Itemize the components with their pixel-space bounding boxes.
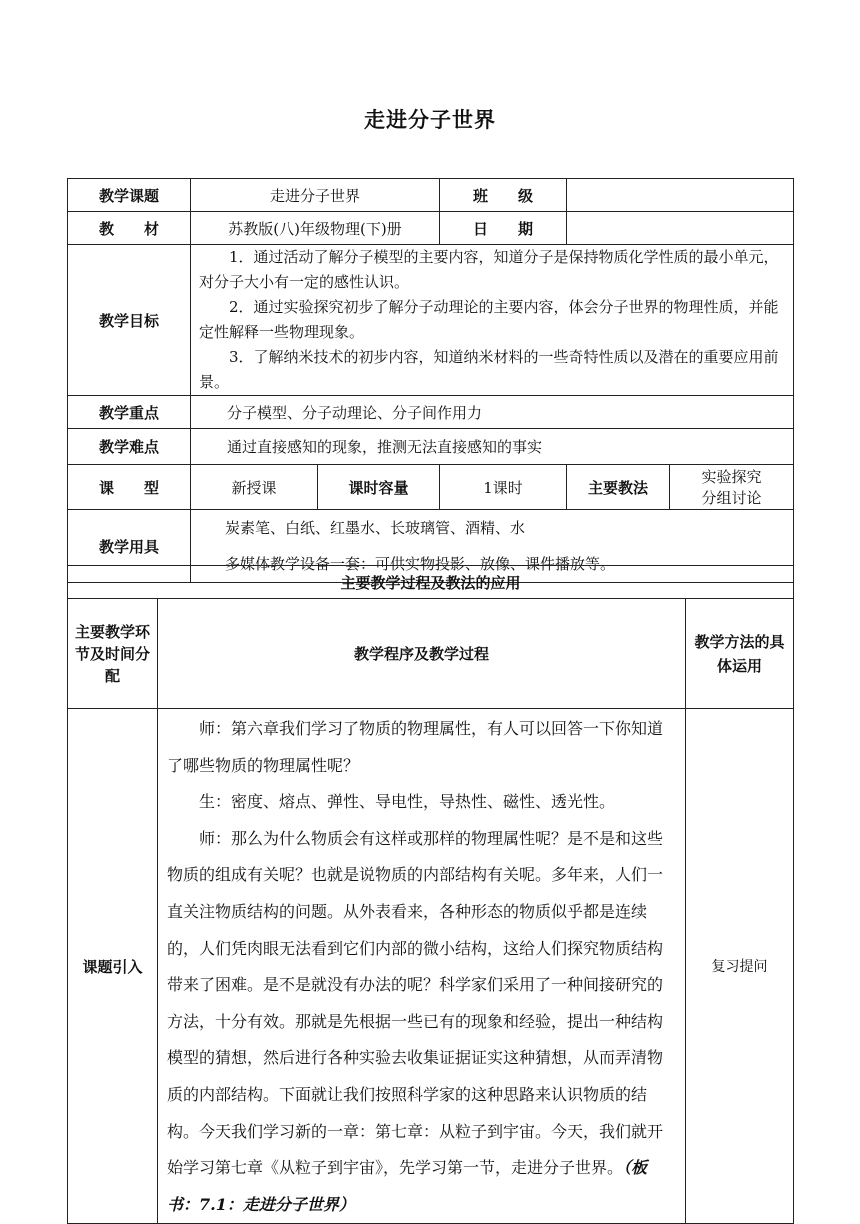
dialogue-paragraph: 生：密度、熔点、弹性、导电性，导热性、磁性、透光性。: [199, 792, 616, 812]
page-title: 走进分子世界: [364, 107, 496, 132]
class-label: 班 级: [440, 179, 567, 212]
method-label: 主要教法: [567, 465, 670, 510]
goals-label: 教学目标: [68, 245, 191, 396]
column-stage: 主要教学环节及时间分配: [68, 599, 158, 709]
class-value: [567, 179, 794, 212]
goals-content: [191, 245, 794, 396]
goal-item: 3．了解纳米技术的初步内容，知道纳米材料的一些奇特性质以及潜在的重要应用前景。: [199, 348, 779, 391]
goal-item: 1．通过活动了解分子模型的主要内容，知道分子是保持物质化学性质的最小单元，对分子大小有一定的感性认识。: [199, 248, 779, 291]
key-label: 教学重点: [68, 396, 191, 429]
difficulty-label: 教学难点: [68, 429, 191, 465]
section-method: 复习提问: [686, 709, 794, 1224]
goal-item: 2．通过实验探究初步了解分子动理论的主要内容，体会分子世界的物理性质，并能定性解释一些物理现象。: [199, 298, 779, 341]
material-label: 教 材: [68, 212, 191, 245]
date-value: [567, 212, 794, 245]
board-note: （板书：7.1：走进分子世界）: [167, 1158, 648, 1214]
type-value: 新授课: [191, 465, 318, 510]
section-content: [158, 709, 686, 1224]
tools-line: 多媒体教学设备一套：可供实物投影、放像、课件播放等。: [225, 555, 616, 573]
hours-label: 课时容量: [318, 465, 440, 510]
tools-label: 教学用具: [68, 510, 191, 583]
key-value: 分子模型、分子动理论、分子间作用力: [191, 396, 794, 429]
process-header: 主要教学过程及教法的应用: [68, 566, 794, 599]
topic-value: 走进分子世界: [191, 179, 440, 212]
topic-label: 教学课题: [68, 179, 191, 212]
material-value: 苏教版(八)年级物理(下)册: [191, 212, 440, 245]
method-value: [670, 465, 794, 510]
dialogue-text: 师：那么为什么物质会有这样或那样的物理属性呢？是不是和这些物质的组成有关呢？也就是说物质的内部结构有关呢。多年来，人们一直关注物质结构的问题。从外表看来，各种形态的物质似乎都是连续的，人们凭肉眼无法看到它们内部的微小结构，这给人们探究物质结构带来了困难。是不是就没有办法的呢？科学家们采用了一种间接研究的方法，十分有效。那就是先根据一些已有的现象和经验，提出一种结构模型的猜想，然后进行各种实验去收集证据证实这种猜想，从而弄清物质的内部结构。下面就让我们按照科学家的这种思路来认识物质的结构。今天我们学习新的一章：第七章：从粒子到宇宙。今天，我们就开始学习第七章《从粒子到宇宙》，先学习第一节，走进分子世界。: [167, 828, 664, 1178]
lesson-info-table: [67, 178, 794, 583]
column-method: 教学方法的具体运用: [686, 599, 794, 709]
difficulty-value: 通过直接感知的现象，推测无法直接感知的事实: [191, 429, 794, 465]
method-line: 实验探究: [701, 468, 762, 486]
section-name: 课题引入: [68, 709, 158, 1224]
hours-value: 1课时: [440, 465, 567, 510]
column-procedure: 教学程序及教学过程: [158, 599, 686, 709]
method-line: 分组讨论: [701, 489, 762, 507]
tools-line: 炭素笔、白纸、红墨水、长玻璃管、酒精、水: [225, 519, 526, 537]
dialogue-paragraph: [167, 821, 677, 1224]
type-label: 课 型: [68, 465, 191, 510]
dialogue-paragraph: 师：第六章我们学习了物质的物理属性，有人可以回答一下你知道了哪些物质的物理属性呢？: [167, 719, 664, 775]
process-table: [67, 565, 794, 1224]
date-label: 日 期: [440, 212, 567, 245]
